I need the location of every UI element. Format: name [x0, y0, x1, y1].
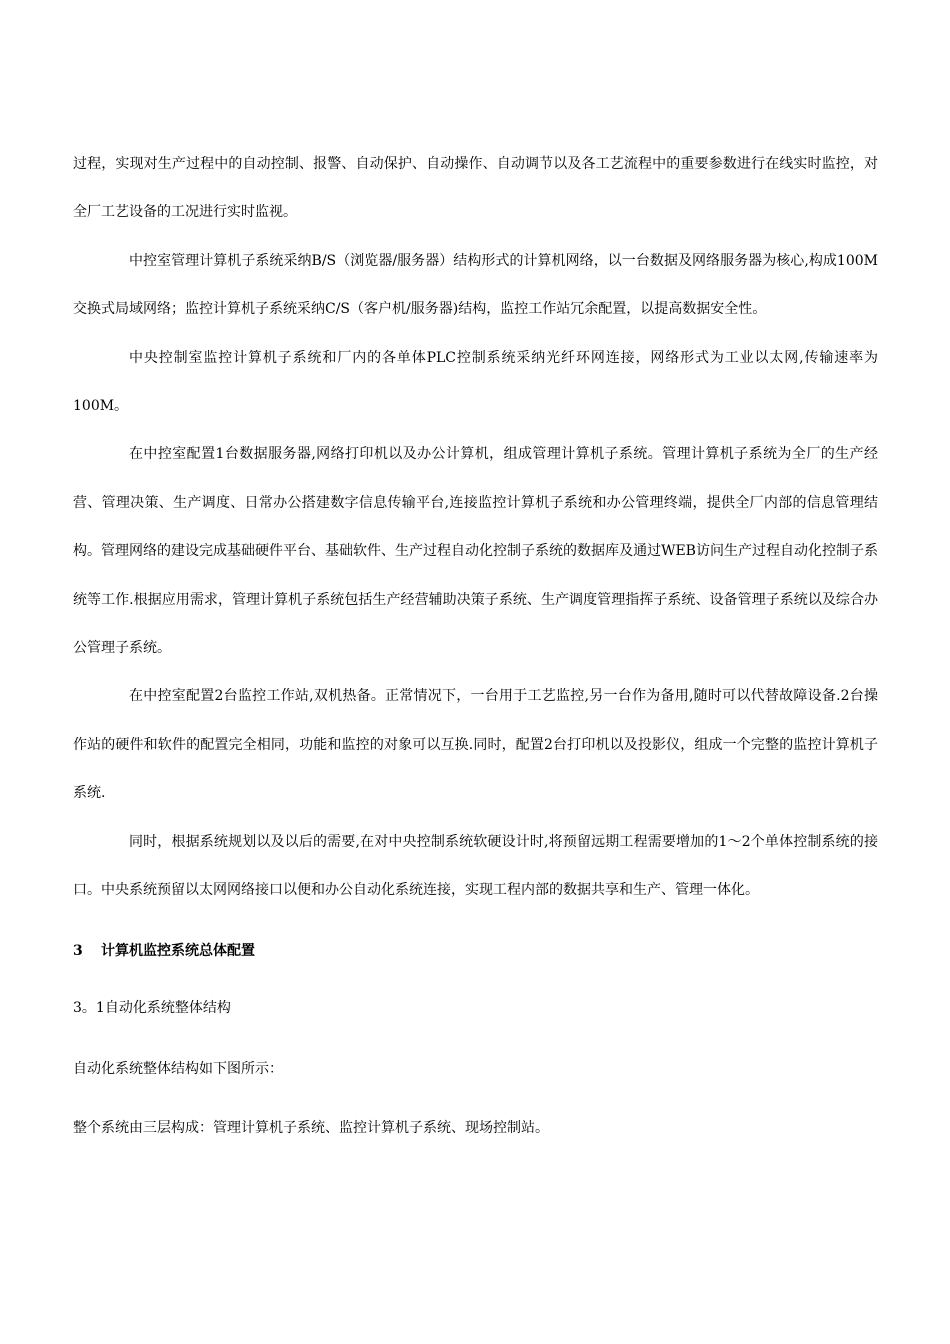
structure-intro-line: 自动化系统整体结构如下图所示：	[73, 1061, 283, 1078]
document-body	[73, 140, 878, 1152]
paragraph-workstations: 在中控室配置2台监控工作站,双机热备。正常情况下，一台用于工艺监控,另一台作为备用,随时可以代替故障设备.2台操作站的硬件和软件的配置完全相同，功能和监控的对象可以互换.同时，配置2台打印机以及投影仪，组成一个完整的监控计算机子系统.	[73, 688, 878, 802]
paragraph-fiber-ring: 中央控制室监控计算机子系统和厂内的各单体PLC控制系统采纳光纤环网连接，网络形式为工业以太网,传输速率为100M。	[73, 349, 878, 415]
paragraph-management-network: 中控室管理计算机子系统采纳B/S（浏览器/服务器）结构形式的计算机网络，以一台数据及网络服务器为核心,构成100M交换式局域网络；监控计算机子系统采纳C/S（客户机/服务器)结构，监控工作站冗余配置，以提高数据安全性。	[73, 252, 878, 318]
section-title: 计算机监控系统总体配置	[101, 942, 255, 959]
section-heading	[73, 927, 878, 975]
structure-summary-line: 整个系统由三层构成：管理计算机子系统、监控计算机子系统、现场控制站。	[73, 1119, 549, 1136]
subsection-heading: 3。1自动化系统整体结构	[73, 999, 231, 1016]
paragraph-continuation: 过程，实现对生产过程中的自动控制、报警、自动保护、自动操作、自动调节以及各工艺流程中的重要参数进行在线实时监控，对全厂工艺设备的工况进行实时监视。	[73, 156, 878, 221]
paragraph-reserve-interface: 同时，根据系统规划以及以后的需要,在对中央控制系统软硬设计时,将预留远期工程需要增加的1～2个单体控制系统的接口。中央系统预留以太网网络接口以便和办公自动化系统连接，实现工程内部的数据共享和生产、管理一体化。	[73, 833, 878, 899]
paragraph-data-server: 在中控室配置1台数据服务器,网络打印机以及办公计算机，组成管理计算机子系统。管理计算机子系统为全厂的生产经营、管理决策、生产调度、日常办公搭建数字信息传输平台,连接监控计算机子系统和办公管理终端，提供全厂内部的信息管理结构。管理网络的建设完成基础硬件平台、基础软件、生产过程自动化控制子系统的数据库及通过WEB访问生产过程自动化控制子系统等工作.根据应用需求，管理计算机子系统包括生产经营辅助决策子系统、生产调度管理指挥子系统、设备管理子系统以及综合办公管理子系统。	[73, 446, 878, 657]
section-number: 3	[73, 942, 83, 959]
